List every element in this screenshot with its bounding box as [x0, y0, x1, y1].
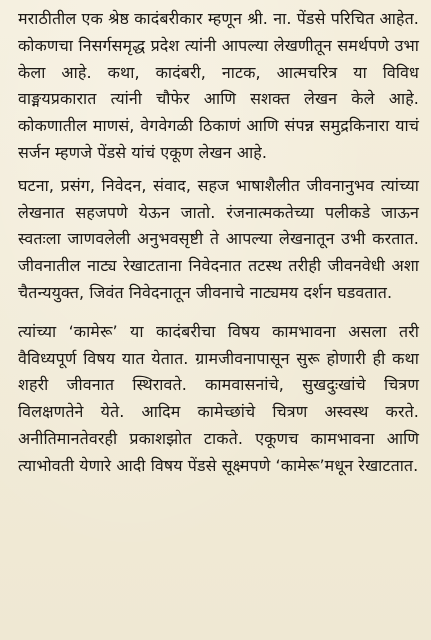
paragraph-3: त्यांच्या ‘कामेरू’ या कादंबरीचा विषय कामभावना असला तरी वैविध्यपूर्ण विषय यात येतात. ग्रामजीवनापासून सुरू होणारी ही कथा शहरी जीवनात स्थिरावते. कामवासनांचे, सुखदुःखांचे चित्रण विलक्षणतेने येते. आदिम कामेच्छांचे चित्रण अस्वस्थ करते. अनीतिमानतेवरही प्रकाशझोत टाकते. एकूणच कामभावना आणि त्याभोवती येणारे आदी विषय पेंडसे सूक्ष्मपणे ‘कामेरू’मधून रेखाटतात.: [18, 321, 419, 475]
paragraph-1: मराठीतील एक श्रेष्ठ कादंबरीकार म्हणून श्री. ना. पेंडसे परिचित आहेत. कोकणचा निसर्गसमृद्ध प्रदेश त्यांनी आपल्या लेखणीतून समर्थपणे उभा केला आहे. कथा, कादंबरी, नाटक, आत्मचरित्र या विविध वाङ्मयप्रकारात त्यांनी चौफेर आणि सशक्त लेखन केले आहे. कोकणातील माणसं, वेगवेगळी ठिकाणं आणि संपन्न समुद्रकिनारा याचं सर्जन म्हणजे पेंडसे यांचं एकूण लेखन आहे.: [18, 9, 419, 162]
paragraph-2: घटना, प्रसंग, निवेदन, संवाद, सहज भाषाशैलीत जीवनानुभव त्यांच्या लेखनात सहजपणे येऊन जातो. रंजनात्मकतेच्या पलीकडे जाऊन स्वतःला जाणवलेली अनुभवसृष्टी ते आपल्या लेखनातून उभी करतात. जीवनातील नाट्य रेखाटताना निवेदनात तटस्थ तरीही जीवनवेधी अशा चैतन्ययुक्त, जिवंत निवेदनातून जीवनाचे नाट्यमय दर्शन घडवतात.: [18, 175, 419, 302]
